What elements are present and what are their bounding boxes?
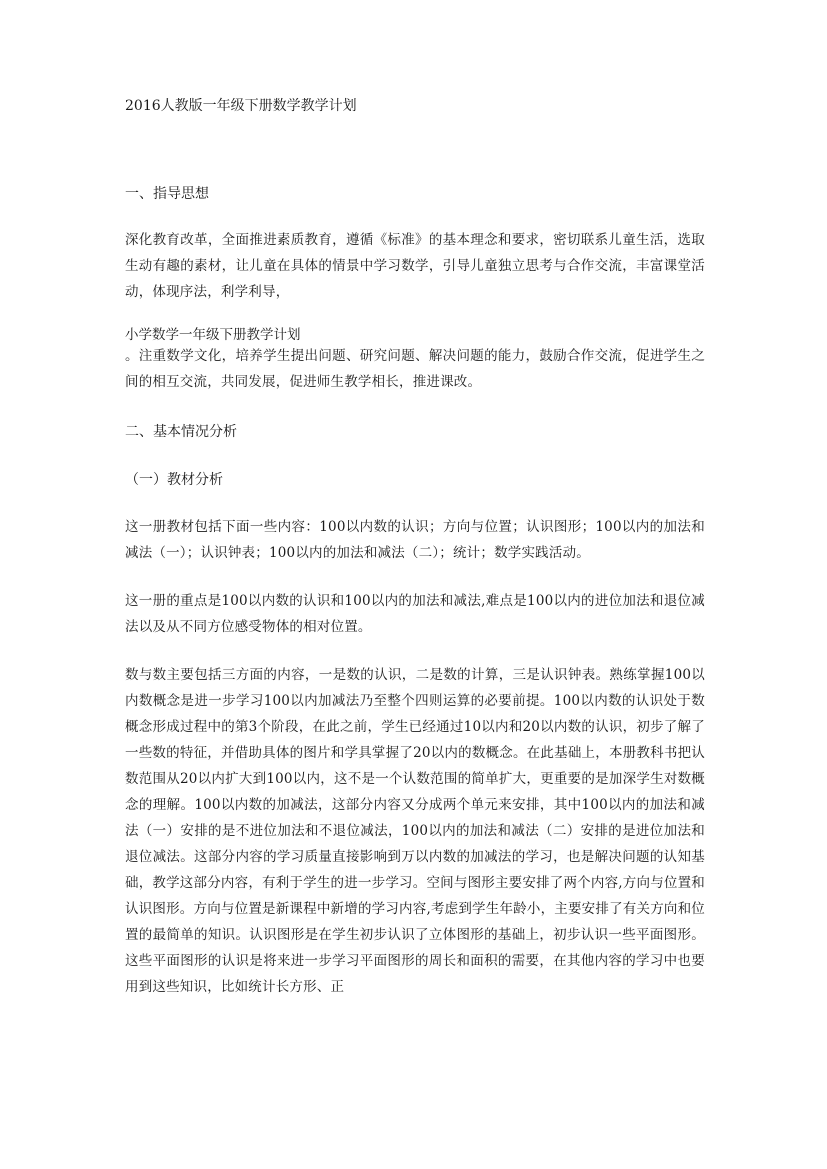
paragraph-guiding-thought: 深化教育改革，全面推进素质教育，遵循《标准》的基本理念和要求，密切联系儿童生活，选取生动有趣的素材，让儿童在具体的情景中学习数学，引导儿童独立思考与合作交流，丰富课堂活动，体现序法，利学利导， bbox=[125, 232, 705, 300]
subsection-heading-textbook-analysis: （一）教材分析 bbox=[125, 472, 223, 488]
section-heading-situation-analysis: 二、基本情况分析 bbox=[125, 424, 237, 440]
paragraph-numbers-and-algebra: 数与数主要包括三方面的内容，一是数的认识，二是数的计算，三是认识钟表。熟练掌握100以内数概念是进一步学习100以内加减法乃至整个四则运算的必要前提。100以内数的认识处于数概念形成过程中的第3个阶段，在此之前，学生已经通过10以内和20以内数的认识，初步了解了一些数的特征，并借助具体的图片和学具掌握了20以内的数概念。在此基础上，本册教科书把认数范围从20以内扩大到100以内，这不是一个认数范围的简单扩大，更重要的是加深学生对数概念的理解。100以内数的加减法，这部分内容又分成两个单元来安排，其中100以内的加法和减法（一）安排的是不进位加法和不退位减法，100以内的加法和减法（二）安排的是进位加法和退位减法。这部分内容的学习质量直接影响到万以内数的加减法的学习，也是解决问题的认知基础，教学这部分内容，有利于学生的进一步学习。空间与图形主要安排了两个内容,方向与位置和认识图形。方向与位置是新课程中新增的学习内容,考虑到学生年龄小，主要安排了有关方向和位置的最简单的知识。认识图形是在学生初步认识了立体图形的基础上，初步认识一些平面图形。这些平面图形的认识是将来进一步学习平面图形的周长和面积的需要，在其他内容的学习中也要用到这些知识，比如统计长方形、正 bbox=[125, 667, 705, 995]
section-heading-guiding-thought: 一、指导思想 bbox=[125, 186, 209, 202]
document-page bbox=[125, 96, 705, 1000]
paragraph-textbook-contents: 这一册教材包括下面一些内容：100以内数的认识；方向与位置；认识图形；100以内的加法和减法（一）；认识钟表；100以内的加法和减法（二）；统计；数学实践活动。 bbox=[125, 519, 705, 561]
paragraph-key-points: 这一册的重点是100以内数的认识和100以内的加法和减法,难点是100以内的进位加法和退位减法以及从不同方位感受物体的相对位置。 bbox=[125, 593, 705, 635]
paragraph-culture: 。注重数学文化，培养学生提出问题、研究问题、解决问题的能力，鼓励合作交流，促进学生之间的相互交流，共同发展，促进师生教学相长，推进课改。 bbox=[125, 348, 705, 390]
document-title: 2016人教版一年级下册数学教学计划 bbox=[125, 98, 357, 114]
inline-plan-title: 小学数学一年级下册教学计划 bbox=[125, 327, 301, 343]
